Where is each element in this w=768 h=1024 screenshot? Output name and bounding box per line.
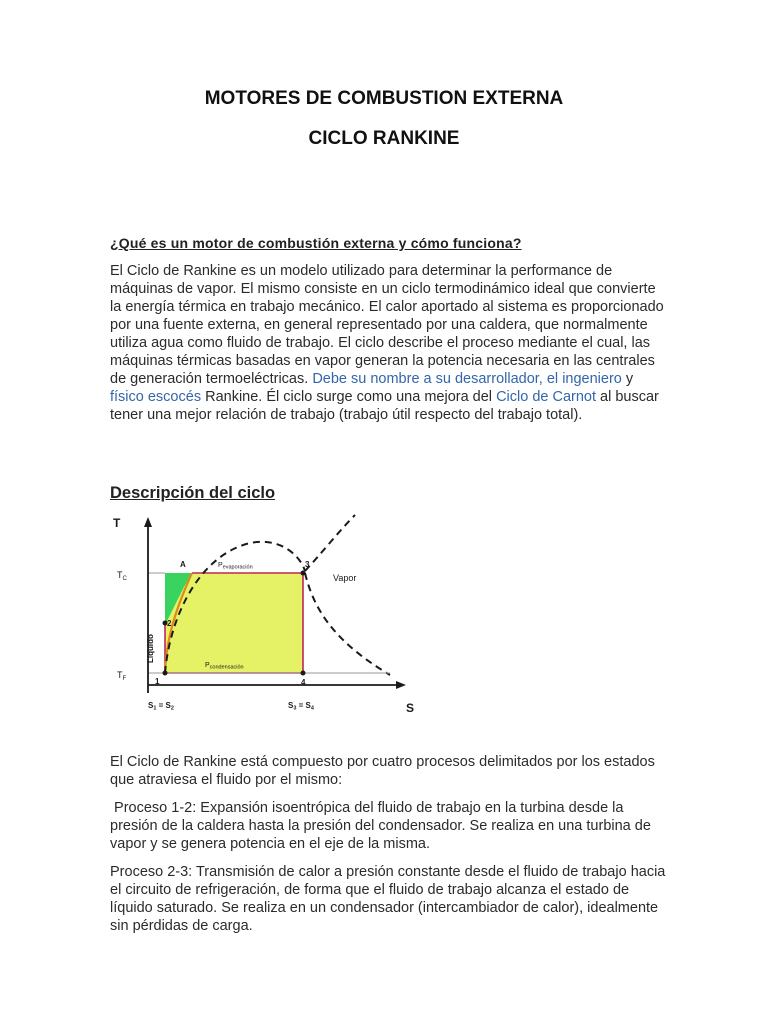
point-a-label: A — [180, 560, 186, 569]
rankine-ts-diagram — [100, 505, 430, 720]
y-axis-label: T — [113, 516, 121, 530]
process-2-3-paragraph: Proceso 2-3: Transmisión de calor a presión constante desde el fluido de trabajo hacia el circuito de refrigeración, de forma que el fluido de trabajo alcanza el estado de líquido saturado. Se realiza en un condensador (intercambiador de calor), idealmente sin pérdidas de carga. — [110, 864, 666, 934]
liquid-label: Líquido — [146, 634, 155, 663]
document-title: MOTORES DE COMBUSTION EXTERNA — [204, 88, 564, 109]
superheat-line — [305, 515, 355, 571]
s3-s4-label: S3 = S4 — [288, 701, 314, 712]
document-subtitle: CICLO RANKINE — [308, 128, 460, 149]
point-2-label: 2 — [167, 619, 172, 628]
tc-label: $T_C$ — [117, 570, 127, 582]
saturation-vapor-line — [305, 573, 390, 675]
vapor-label: Vapor — [333, 573, 357, 583]
link-fisico-escoces[interactable]: físico escocés — [110, 389, 202, 405]
s1-s2-label: S1 = S2 — [148, 701, 174, 712]
link-ciclo-carnot[interactable]: Ciclo de Carnot — [496, 389, 596, 405]
point-4-label: 4 — [301, 678, 306, 687]
x-axis-label: S — [406, 701, 415, 715]
p-condensation-label: $P_{condensación}$ — [205, 662, 244, 671]
point-1-label: 1 — [155, 677, 160, 686]
description-heading: Descripción del ciclo — [110, 484, 276, 502]
p-evaporation-label: $P_{evaporación}$ — [218, 562, 253, 571]
x-axis-arrow — [396, 681, 406, 689]
state-point-3 — [301, 571, 306, 576]
process-1-2-paragraph: Proceso 1-2: Expansión isoentrópica del fluido de trabajo en la turbina desde la presión de la caldera hasta la presión del condensador. Se realiza en una turbina de vapor y se genera potencia en el eje de la misma. — [110, 800, 655, 852]
question-heading: ¿Qué es un motor de combustión externa y cómo funciona? — [110, 235, 522, 251]
tf-label: $T_F$ — [117, 670, 127, 682]
summary-paragraph: El Ciclo de Rankine está compuesto por cuatro procesos delimitados por los estados que atraviesa el fluido por el mismo: — [110, 754, 655, 788]
intro-text-1: El Ciclo de Rankine es un modelo utilizado para determinar la performance de máquinas de vapor. El mismo consiste en un ciclo termodinámico ideal que convierte la energía térmica en trabajo mecánico. El calor aportado al sistema es proporcionado por una fuente externa, en general representado por una caldera, que normalmente utiliza agua como fluido de trabajo. El ciclo describe el proceso mediante el cual, las máquinas térmicas basadas en vapor generan la potencia necesaria en las centrales de generación termoeléctricas. — [110, 263, 664, 387]
link-ingeniero[interactable]: ingeniero — [562, 371, 622, 387]
point-3-label: 3 — [305, 560, 310, 569]
state-point-1 — [163, 671, 168, 676]
state-point-4 — [301, 671, 306, 676]
y-axis-arrow — [144, 517, 152, 527]
link-rankine-origin[interactable]: Debe su nombre a su desarrollador, el — [312, 371, 559, 387]
intro-paragraph: El Ciclo de Rankine es un modelo utilizado para determinar la performance de máquinas de vapor. El mismo consiste en un ciclo termodinámico ideal que convierte la energía térmica en trabajo mecánico. El calor aportado al sistema es proporcionado por una fuente externa, en general representado por una caldera, que normalmente utiliza agua como fluido de trabajo. El ciclo describe el proceso mediante el cual, las máquinas térmicas basadas en vapor generan la potencia necesaria en las centrales de generación termoeléctricas. Debe su nombre a su desarrollador, el ingeniero y físico escocés Rankine. Él ciclo surge como una mejora del Ciclo de Carnot al buscar tener una mejor relación de trabajo (trabajo útil respecto del trabajo total). — [110, 263, 664, 423]
